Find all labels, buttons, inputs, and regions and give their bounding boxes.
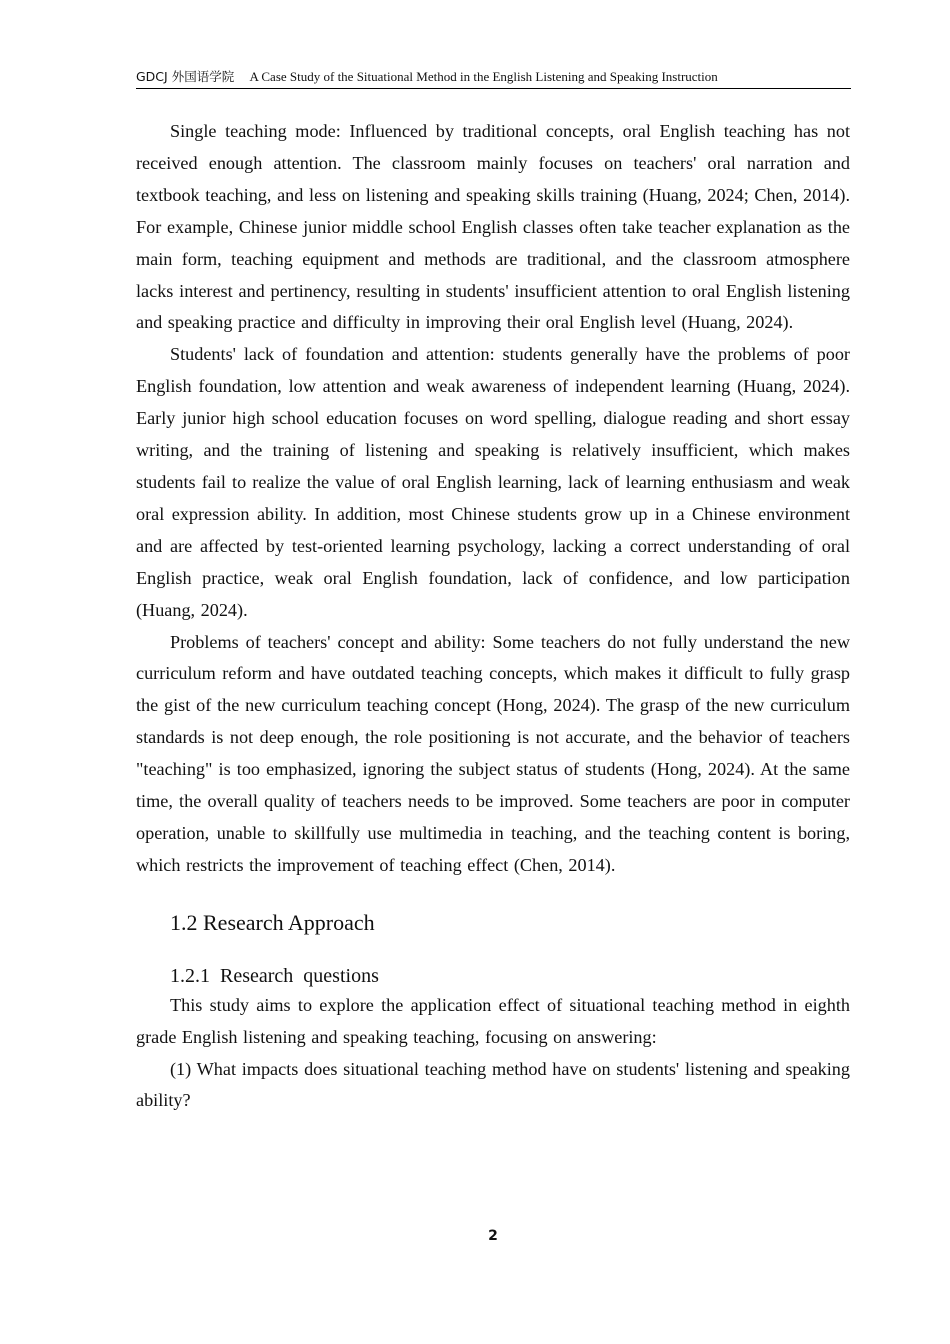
page-number: 2	[488, 1228, 498, 1244]
running-header	[136, 68, 851, 89]
paragraph-teachers-concept: Problems of teachers' concept and ability: Some teachers do not fully understand the new curriculum reform and have outdated teaching concepts, which makes it difficult to fully grasp the gist of the new curriculum teaching concept (Hong, 2024). The grasp of the new curriculum standards is not deep enough, the role positioning is not accurate, and the behavior of teachers "teaching" is too emphasized, ignoring the subject status of students (Hong, 2024). At the same time, the overall quality of teachers needs to be improved. Some teachers are poor in computer operation, unable to skillfully use multimedia in teaching, and the teaching content is boring, which restricts the improvement of teaching effect (Chen, 2014).	[136, 631, 850, 875]
section-heading: 1.2 Research Approach	[170, 909, 375, 935]
research-question-1: (1) What impacts does situational teaching method have on students' listening and speaking ability?	[136, 1058, 850, 1111]
header-title: A Case Study of the Situational Method in the English Listening and Speaking Instruction	[249, 69, 718, 84]
paragraph-students-foundation: Students' lack of foundation and attention: students generally have the problems of poor English foundation, low attention and weak awareness of independent learning (Huang, 2024). Early junior high school education focuses on word spelling, dialogue reading and short essay writing, and the training of listening and speaking is relatively insufficient, which makes students fail to realize the value of oral English learning, lack of learning enthusiasm and weak oral expression ability. In addition, most Chinese students grow up in a Chinese environment and are affected by test-oriented learning psychology, lacking a correct understanding of oral English practice, weak oral English foundation, lack of confidence, and low participation (Huang, 2024).	[136, 344, 850, 620]
paragraph-single-teaching-mode: Single teaching mode: Influenced by traditional concepts, oral English teaching has not received enough attention. The classroom mainly focuses on teachers' oral narration and textbook teaching, and less on listening and speaking skills training (Huang, 2024; Chen, 2014). For example, Chinese junior middle school English classes often take teacher explanation as the main form, teaching equipment and methods are traditional, and the classroom atmosphere lacks interest and pertinency, resulting in students' insufficient attention to oral English listening and speaking practice and difficulty in improving their oral English level (Huang, 2024).	[136, 121, 850, 333]
header-school: GDCJ 外国语学院	[136, 69, 235, 84]
page-body	[136, 116, 850, 1117]
subsection-heading: 1.2.1 Research questions	[170, 964, 379, 987]
paragraph-study-aim: This study aims to explore the application effect of situational teaching method in eighth grade English listening and speaking teaching, focusing on answering:	[136, 994, 850, 1047]
